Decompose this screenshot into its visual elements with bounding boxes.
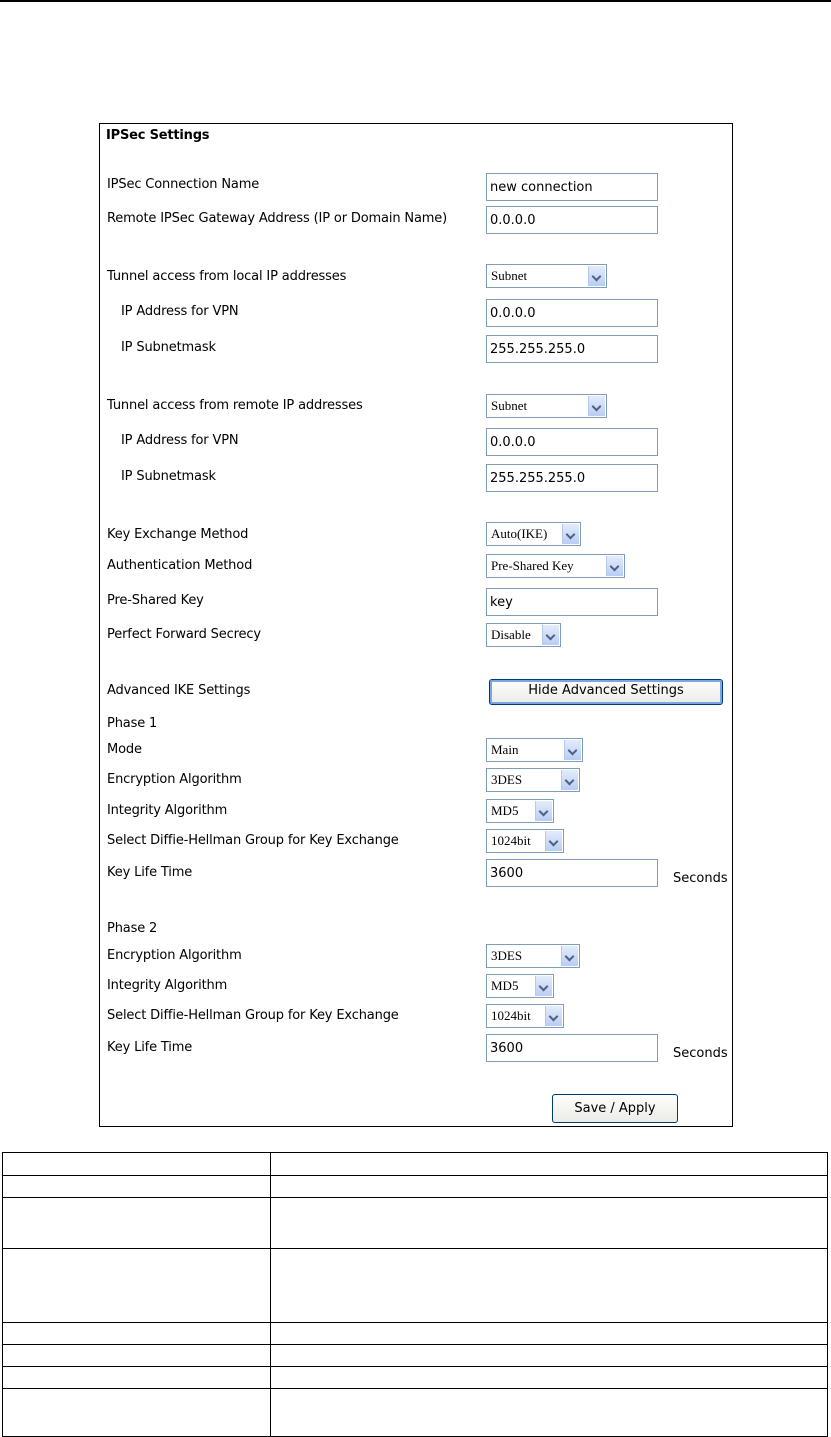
phase2-life-label: Key Life Time <box>107 1040 193 1055</box>
table-row <box>3 1323 828 1345</box>
table-cell <box>3 1345 271 1367</box>
chevron-down-icon <box>542 625 559 645</box>
phase1-int-select[interactable] <box>486 799 554 823</box>
phase2-life-unit: Seconds <box>673 1046 728 1061</box>
chevron-down-icon <box>545 1006 562 1026</box>
psk-label: Pre-Shared Key <box>107 593 204 608</box>
remote-access-label: Tunnel access from remote IP addresses <box>107 398 363 413</box>
description-table <box>2 1152 828 1437</box>
phase1-dh-label: Select Diffie-Hellman Group for Key Exchange <box>107 833 399 848</box>
phase2-int-label: Integrity Algorithm <box>107 978 228 993</box>
conn-name-input[interactable] <box>486 173 658 201</box>
auth-method-select-value: Pre-Shared Key <box>491 558 574 573</box>
table-cell <box>271 1249 828 1323</box>
phase2-dh-label: Select Diffie-Hellman Group for Key Exchange <box>107 1008 399 1023</box>
local-mask-label: IP Subnetmask <box>121 340 216 355</box>
local-ip-label: IP Address for VPN <box>121 304 239 319</box>
pfs-select-value: Disable <box>491 627 531 642</box>
panel-title: IPSec Settings <box>106 128 210 143</box>
phase1-int-select-value: MD5 <box>491 803 519 818</box>
phase1-dh-select-value: 1024bit <box>491 833 531 848</box>
chevron-down-icon <box>561 770 578 790</box>
table-cell <box>271 1176 828 1198</box>
phase2-life-input[interactable] <box>486 1034 658 1062</box>
phase1-life-input[interactable] <box>486 859 658 887</box>
remote-ip-label: IP Address for VPN <box>121 433 239 448</box>
phase1-mode-select[interactable] <box>486 738 583 762</box>
remote-access-select-value: Subnet <box>491 398 528 413</box>
remote-mask-label: IP Subnetmask <box>121 469 216 484</box>
remote-gateway-label: Remote IPSec Gateway Address (IP or Domain Name) <box>107 211 448 226</box>
local-ip-input[interactable] <box>486 299 658 327</box>
chevron-down-icon <box>561 946 578 966</box>
table-cell <box>3 1153 271 1176</box>
local-mask-input[interactable] <box>486 335 658 363</box>
phase1-life-label: Key Life Time <box>107 865 193 880</box>
table-cell <box>3 1176 271 1198</box>
table-row <box>3 1345 828 1367</box>
phase1-mode-label: Mode <box>107 742 142 757</box>
table-cell <box>271 1323 828 1345</box>
remote-ip-input[interactable] <box>486 428 658 456</box>
table-row <box>3 1198 828 1249</box>
table-cell <box>271 1198 828 1249</box>
phase1-life-unit: Seconds <box>673 871 728 886</box>
table-cell <box>271 1389 828 1437</box>
top-rule <box>0 0 831 2</box>
table-cell <box>271 1367 828 1389</box>
chevron-down-icon <box>535 976 552 996</box>
table-cell <box>3 1389 271 1437</box>
auth-method-select[interactable] <box>486 554 625 578</box>
chevron-down-icon <box>535 801 552 821</box>
table-row <box>3 1176 828 1198</box>
phase2-int-select[interactable] <box>486 974 554 998</box>
advanced-ike-label: Advanced IKE Settings <box>107 683 251 698</box>
chevron-down-icon <box>606 556 623 576</box>
phase1-enc-select-value: 3DES <box>491 772 523 787</box>
phase2-enc-label: Encryption Algorithm <box>107 948 242 963</box>
phase1-mode-select-value: Main <box>491 742 519 757</box>
table-cell <box>3 1323 271 1345</box>
phase2-int-select-value: MD5 <box>491 978 519 993</box>
phase2-enc-select[interactable] <box>486 944 580 968</box>
key-exchange-label: Key Exchange Method <box>107 527 249 542</box>
chevron-down-icon <box>562 524 579 544</box>
table-cell <box>271 1345 828 1367</box>
remote-mask-input[interactable] <box>486 464 658 492</box>
phase2-title: Phase 2 <box>107 921 158 936</box>
table-row <box>3 1367 828 1389</box>
conn-name-label: IPSec Connection Name <box>107 177 260 192</box>
table-cell <box>271 1153 828 1176</box>
ipsec-settings-panel <box>99 123 733 1127</box>
chevron-down-icon <box>588 396 605 416</box>
table-cell <box>3 1367 271 1389</box>
phase2-dh-select-value: 1024bit <box>491 1008 531 1023</box>
psk-input[interactable] <box>486 588 658 616</box>
phase1-enc-select[interactable] <box>486 768 580 792</box>
local-access-label: Tunnel access from local IP addresses <box>107 269 347 284</box>
table-row <box>3 1249 828 1323</box>
pfs-select[interactable] <box>486 623 561 647</box>
chevron-down-icon <box>564 740 581 760</box>
chevron-down-icon <box>545 831 562 851</box>
chevron-down-icon <box>588 266 605 286</box>
table-row <box>3 1153 828 1176</box>
remote-access-select[interactable] <box>486 394 607 418</box>
phase1-enc-label: Encryption Algorithm <box>107 772 242 787</box>
pfs-label: Perfect Forward Secrecy <box>107 627 261 642</box>
save-apply-button[interactable]: Save / Apply <box>552 1094 678 1123</box>
key-exchange-select-value: Auto(IKE) <box>491 526 548 541</box>
local-access-select[interactable] <box>486 264 607 288</box>
key-exchange-select[interactable] <box>486 522 581 546</box>
phase2-enc-select-value: 3DES <box>491 948 523 963</box>
table-row <box>3 1389 828 1437</box>
local-access-select-value: Subnet <box>491 268 528 283</box>
phase1-int-label: Integrity Algorithm <box>107 803 228 818</box>
phase2-dh-select[interactable] <box>486 1004 564 1028</box>
phase1-title: Phase 1 <box>107 716 158 731</box>
remote-gateway-input[interactable] <box>486 206 658 234</box>
table-cell <box>3 1198 271 1249</box>
phase1-dh-select[interactable] <box>486 829 564 853</box>
table-cell <box>3 1249 271 1323</box>
auth-method-label: Authentication Method <box>107 558 253 573</box>
hide-advanced-button[interactable]: Hide Advanced Settings <box>489 679 723 705</box>
